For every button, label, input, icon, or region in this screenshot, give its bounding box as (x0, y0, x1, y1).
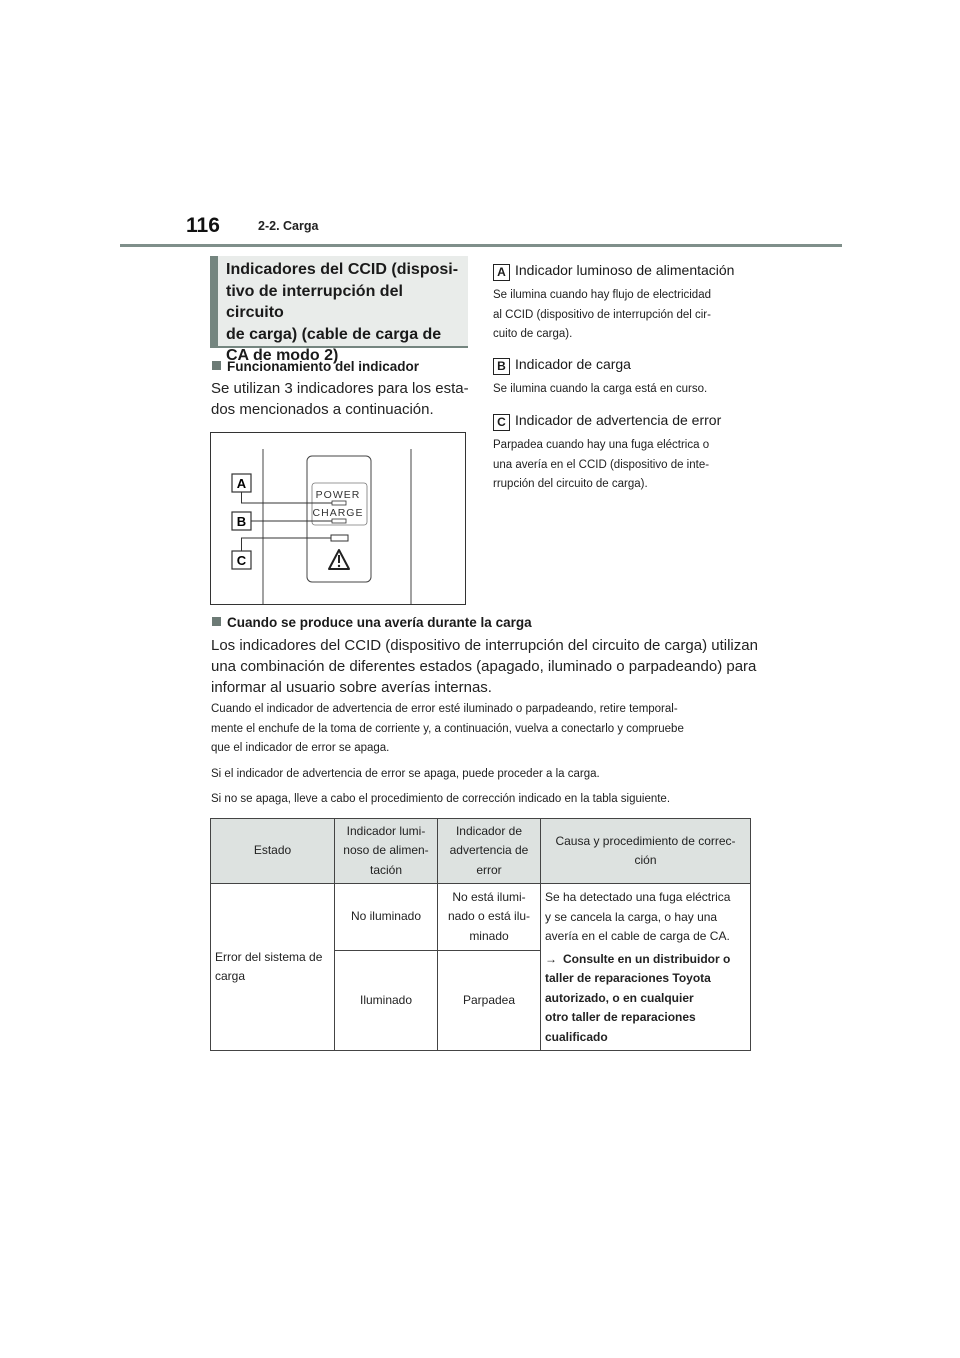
cell-cause (541, 884, 751, 1051)
failure-not-ok-note: Si no se apaga, lleve a cabo el procedimiento de corrección indicado en la tabla siguiente. (211, 793, 671, 805)
letter-a-badge: A (493, 264, 510, 281)
cell-error-row1: No está ilumi- nado o está ilu- minado (438, 884, 541, 951)
indicator-a-title: A Indicador luminoso de alimentación (493, 262, 734, 281)
square-bullet-icon (212, 361, 221, 370)
indicator-c-desc: Parpadea cuando hay una fuga eléctrica o una avería en el CCID (dispositivo de inte- rrupción del circuito de carga). (493, 439, 710, 490)
arrow-right-icon: → (545, 951, 557, 966)
table-header-row (211, 819, 751, 884)
topic-title-line: tivo de interrupción del circuito (226, 282, 403, 321)
header-rule (120, 244, 842, 247)
header-estado: Estado (211, 819, 335, 884)
label-b: B (236, 514, 247, 529)
cell-error-row2: Parpadea (438, 950, 541, 1050)
indicator-function-text: Se utilizan 3 indicadores para los esta- dos mencionados a continuación. (211, 380, 469, 418)
table-row (211, 884, 751, 951)
error-table (210, 818, 751, 1051)
topic-title-line: CA de modo 2) (226, 347, 339, 364)
header-power-indicator: Indicador lumi- noso de alimen- tación (335, 819, 438, 884)
label-a: A (236, 476, 247, 491)
reference-text: → Consulte en un distribuidor o taller de reparaciones Toyota autorizado, o en cualquier otro taller de reparaciones cualificado (545, 951, 731, 1044)
cell-power-row1: No iluminado (335, 884, 438, 951)
indicator-b-desc: Se ilumina cuando la carga está en curso. (493, 383, 708, 395)
subheading-failure: Cuando se produce una avería durante la carga (212, 615, 532, 630)
failure-instructions: Cuando el indicador de advertencia de error esté iluminado o parpadeando, retire temporal- mente el enchufe de la toma de corriente y, a continuación, vuelva a conectarlo y compruebe que el indicador de error se apaga. (211, 703, 684, 754)
letter-b-badge: B (493, 358, 510, 375)
cause-text: Se ha detectado una fuga eléctrica y se cancela la carga, o hay una avería en el cable de carga de CA. (545, 890, 731, 943)
header-error-indicator: Indicador de advertencia de error (438, 819, 541, 884)
square-bullet-icon (212, 617, 221, 626)
header-cause: Causa y procedimiento de correc- ción (541, 819, 751, 884)
charge-label: CHARGE (312, 507, 364, 519)
letter-c-badge: C (493, 414, 510, 431)
indicator-c-title: C Indicador de advertencia de error (493, 412, 721, 431)
ccid-diagram (210, 432, 466, 605)
topic-title-line: Indicadores del CCID (disposi- (226, 261, 459, 278)
indicator-b-title: B Indicador de carga (493, 356, 631, 375)
section-title: 2-2. Carga (258, 219, 319, 233)
ccid-diagram-drawing (211, 433, 465, 604)
failure-intro: Los indicadores del CCID (dispositivo de interrupción del circuito de carga) utilizan una combinación de diferentes estados (apagado, iluminado o parpadeando) para informar al usuario sobre averías internas. (211, 637, 758, 696)
failure-ok-note: Si el indicador de advertencia de error se apaga, puede proceder a la carga. (211, 768, 600, 780)
power-label: POWER (315, 489, 361, 501)
label-c: C (236, 553, 247, 568)
page-number: 116 (186, 214, 220, 237)
indicator-a-desc: Se ilumina cuando hay flujo de electricidad al CCID (dispositivo de interrupción del cir- cuito de carga). (493, 289, 711, 340)
cell-power-row2: Iluminado (335, 950, 438, 1050)
subheading-indicator-function: Funcionamiento del indicador (212, 359, 419, 374)
topic-title (210, 256, 468, 364)
topic-title-line: de carga) (cable de carga de (226, 325, 442, 343)
cell-estado: Error del sistema de carga (211, 884, 335, 1051)
